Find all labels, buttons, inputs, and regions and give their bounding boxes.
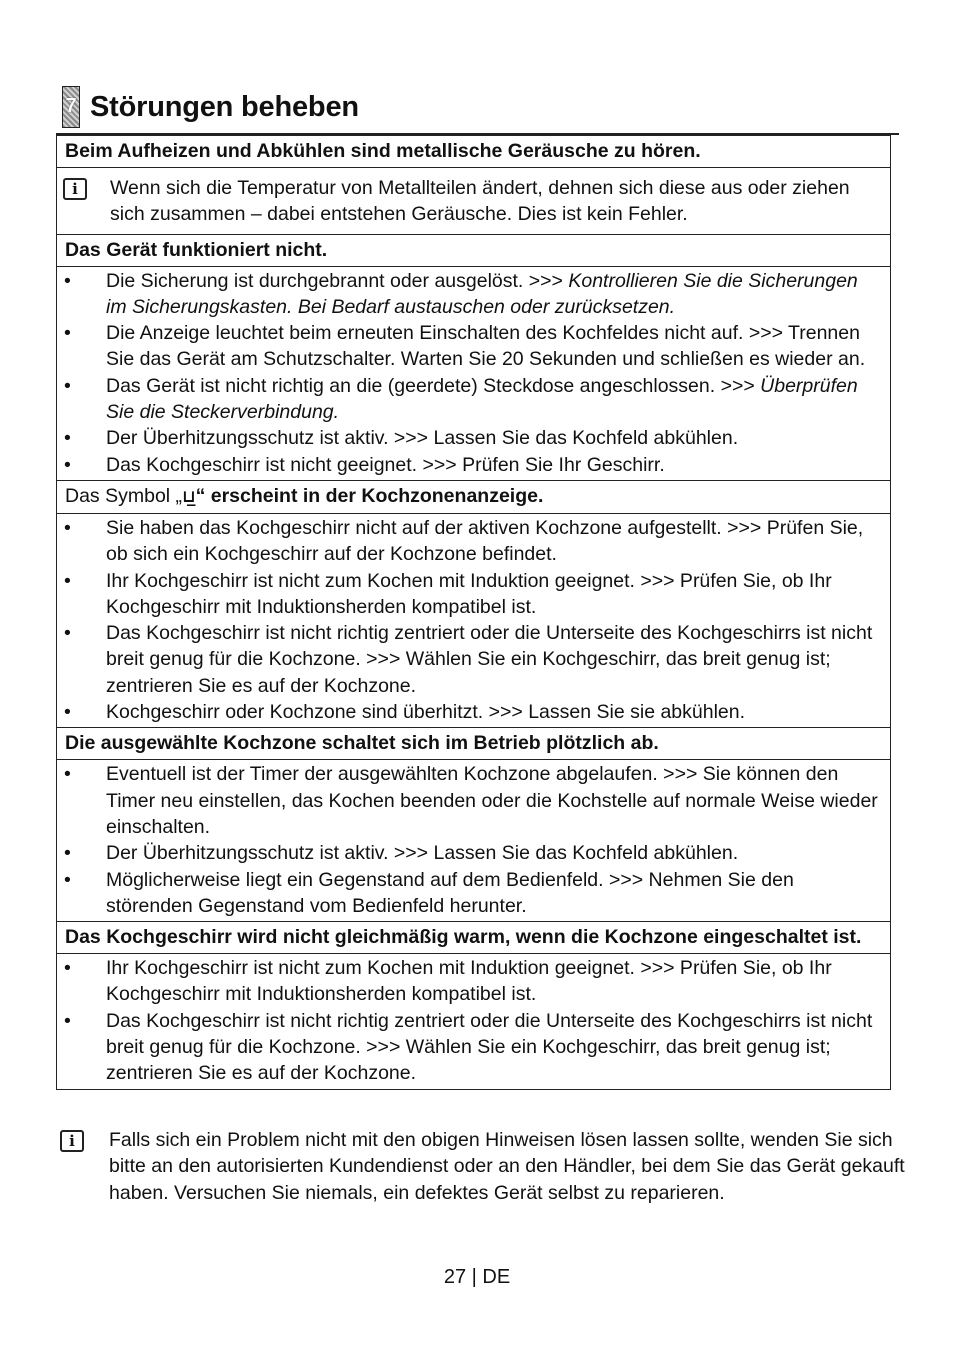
section-body <box>57 760 890 922</box>
bullet-icon: • <box>64 516 71 539</box>
section-heading-suffix: “ erscheint in der Kochzonenanzeige. <box>195 484 544 507</box>
list-item-body: Der Überhitzungsschutz ist aktiv. >>> Lassen Sie das Kochfeld abkühlen. <box>106 427 739 450</box>
list-item-remedy: Überprüfen Sie die Steckerverbindung. <box>106 374 858 424</box>
list-item-body: Das Kochgeschirr ist nicht richtig zentriert oder die Unterseite des Kochgeschirrs ist nicht breit genug für die Kochzone. >>> Wählen Sie ein Kochgeschirr, das breit genug ist; zentrieren Sie es auf der Kochzone. <box>106 1009 873 1085</box>
list-item-text <box>106 1008 890 1087</box>
section-body <box>57 267 890 481</box>
bullet-icon: • <box>64 868 71 891</box>
section-heading: Beim Aufheizen und Abkühlen sind metallische Geräusche zu hören. <box>57 136 890 168</box>
list-item <box>57 867 890 920</box>
info-icon: i <box>63 178 87 200</box>
bullet-icon: • <box>64 427 71 450</box>
list-item-text <box>106 867 890 920</box>
list-item <box>57 268 890 321</box>
list-item-body: Sie haben das Kochgeschirr nicht auf der aktiven Kochzone aufgestellt. >>> Prüfen Sie, ob sich ein Kochgeschirr auf der Kochzone befindet. <box>106 516 864 566</box>
section-body <box>57 954 890 1088</box>
section-heading: Die ausgewählte Kochzone schaltet sich im Betrieb plötzlich ab. <box>57 728 890 760</box>
bullet-icon: • <box>64 269 71 292</box>
list-item-body: Das Gerät ist nicht richtig an die (geerdete) Steckdose angeschlossen. >>> <box>106 374 761 397</box>
bullet-icon: • <box>64 763 71 786</box>
list-item-text <box>106 620 890 699</box>
list-item <box>57 955 890 1008</box>
list-item-text <box>106 373 890 426</box>
troubleshooting-table <box>56 135 891 1090</box>
list-item-text <box>106 452 890 478</box>
section-body <box>57 514 890 728</box>
pan-symbol-icon: ⊔̲ <box>182 486 196 507</box>
section-heading-prefix: Das Symbol „ <box>65 484 183 507</box>
section-heading: Das Kochgeschirr wird nicht gleichmäßig warm, wenn die Kochzone eingeschaltet ist. <box>57 922 890 954</box>
list-item-text <box>106 568 890 621</box>
list-item-body: Das Kochgeschirr ist nicht richtig zentriert oder die Unterseite des Kochgeschirrs ist nicht breit genug für die Kochzone. >>> Wählen Sie ein Kochgeschirr, das breit genug ist; zentrieren Sie es auf der Kochzone. <box>106 622 873 697</box>
info-text: Wenn sich die Temperatur von Metallteilen ändert, dehnen sich diese aus oder ziehen sich zusammen – dabei entstehen Geräusche. Dies ist kein Fehler. <box>110 177 850 226</box>
info-icon: i <box>60 1130 84 1152</box>
bullet-icon: • <box>64 622 71 645</box>
section-heading <box>57 481 890 514</box>
chapter-number: 7 <box>65 95 77 117</box>
info-note <box>57 169 890 232</box>
list-item-text <box>106 320 890 373</box>
bullet-icon: • <box>64 569 71 592</box>
section-heading: Das Gerät funktioniert nicht. <box>57 235 890 267</box>
list-item-body: Möglicherweise liegt ein Gegenstand auf dem Bedienfeld. >>> Nehmen Sie den störenden Gegenstand vom Bedienfeld herunter. <box>106 868 794 917</box>
page-number: 27 | DE <box>443 1266 511 1288</box>
list-item <box>57 840 890 866</box>
list-item-body: Kochgeschirr oder Kochzone sind überhitzt. >>> Lassen Sie sie abkühlen. <box>106 701 746 724</box>
bullet-icon: • <box>64 453 71 476</box>
bullet-icon: • <box>64 842 71 865</box>
bullet-icon: • <box>64 374 71 397</box>
bullet-icon: • <box>64 957 71 980</box>
list-item-body: Der Überhitzungsschutz ist aktiv. >>> Lassen Sie das Kochfeld abkühlen. <box>106 842 739 865</box>
chapter-heading <box>62 84 359 130</box>
list-item <box>57 515 890 568</box>
page-title: Störungen beheben <box>90 90 359 123</box>
list-item-text <box>106 840 890 866</box>
list-item <box>57 452 890 478</box>
list-item-body: Das Kochgeschirr ist nicht geeignet. >>> Prüfen Sie Ihr Geschirr. <box>106 453 665 476</box>
list-item-remedy: Kontrollieren Sie die Sicherungen im Sicherungskasten. Bei Bedarf austauschen oder zurücksetzen. <box>106 269 858 318</box>
list-item <box>57 425 890 451</box>
list-item <box>57 620 890 699</box>
list-item-text <box>106 515 890 568</box>
list-item <box>57 761 890 840</box>
list-item-text <box>106 268 890 321</box>
footer-info-note <box>56 1127 916 1206</box>
list-item-text <box>106 761 890 840</box>
list-item-text <box>106 425 890 451</box>
list-item-text <box>106 955 890 1008</box>
list-item-body: Die Anzeige leuchtet beim erneuten Einschalten des Kochfeldes nicht auf. >>> Trennen Sie das Gerät am Schutzschalter. Warten Sie 20 Sekunden und schließen es wieder an. <box>106 322 866 371</box>
list-item <box>57 699 890 725</box>
chapter-number-badge <box>62 86 80 128</box>
list-item <box>57 568 890 621</box>
bullet-icon: • <box>64 701 71 724</box>
list-item-body: Eventuell ist der Timer der ausgewählten Kochzone abgelaufen. >>> Sie können den Timer neu einstellen, das Kochen beenden oder die Kochstelle auf normale Weise wieder einschalten. <box>106 763 878 838</box>
list-item-body: Ihr Kochgeschirr ist nicht zum Kochen mit Induktion geeignet. >>> Prüfen Sie, ob Ihr Kochgeschirr mit Induktionsherden kompatibel ist. <box>106 569 832 618</box>
bullet-icon: • <box>64 1009 71 1032</box>
list-item <box>57 1008 890 1087</box>
list-item-body: Die Sicherung ist durchgebrannt oder ausgelöst. >>> <box>106 269 569 292</box>
footer-note-text: Falls sich ein Problem nicht mit den obigen Hinweisen lösen lassen sollte, wenden Sie sich bitte an den autorisierten Kundendienst oder an den Händler, bei dem Sie das Gerät gekauft haben. Versuchen Sie niemals, ein defektes Gerät selbst zu reparieren. <box>109 1129 905 1204</box>
list-item-text <box>106 699 890 725</box>
bullet-icon: • <box>64 322 71 345</box>
list-item <box>57 320 890 373</box>
list-item <box>57 373 890 426</box>
list-item-body: Ihr Kochgeschirr ist nicht zum Kochen mit Induktion geeignet. >>> Prüfen Sie, ob Ihr Kochgeschirr mit Induktionsherden kompatibel ist. <box>106 957 832 1006</box>
section-body <box>57 168 890 235</box>
